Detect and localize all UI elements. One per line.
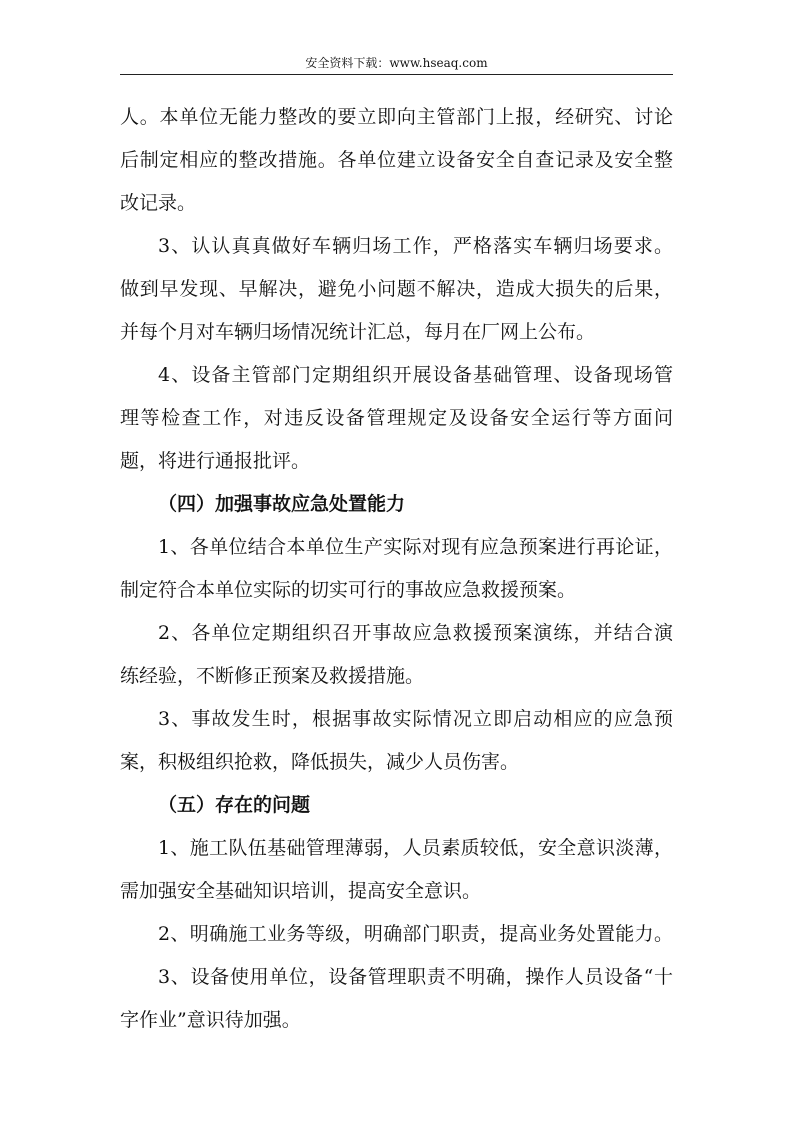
- text-line: 人。本单位无能力整改的要立即向主管部门上报，经研究、讨论: [120, 106, 673, 128]
- text-line: 1、施工队伍基础管理薄弱，人员素质较低，安全意识淡薄，: [158, 837, 673, 859]
- text-line: 做到早发现、早解决，避免小问题不解决，造成大损失的后果，: [120, 278, 673, 300]
- document-body: [120, 96, 673, 1042]
- text-line: 2、各单位定期组织召开事故应急救援预案演练，并结合演: [158, 622, 673, 644]
- text-line: 字作业”意识待加强。: [120, 1009, 301, 1031]
- text-line: 2、明确施工业务等级，明确部门职责，提高业务处置能力。: [158, 923, 673, 945]
- text-line: 需加强安全基础知识培训，提高安全意识。: [120, 880, 482, 902]
- section-heading: （四）加强事故应急处置能力: [158, 493, 406, 515]
- text-line: 1、各单位结合本单位生产实际对现有应急预案进行再论证，: [158, 536, 673, 558]
- text-line: 案，积极组织抢救，降低损失，减少人员伤害。: [120, 751, 520, 773]
- text-line: 改记录。: [120, 192, 197, 214]
- text-line: 制定符合本单位实际的切实可行的事故应急救援预案。: [120, 579, 577, 601]
- text-line: 3、设备使用单位，设备管理职责不明确，操作人员设备“十: [158, 966, 673, 988]
- text-line: 3、事故发生时，根据事故实际情况立即启动相应的应急预: [158, 708, 673, 730]
- page-header: [120, 56, 673, 75]
- text-line: 理等检查工作，对违反设备管理规定及设备安全运行等方面问: [120, 407, 673, 429]
- header-text: 安全资料下载：www.hseaq.com: [305, 56, 488, 70]
- text-line: 3、认认真真做好车辆归场工作，严格落实车辆归场要求。: [158, 235, 673, 257]
- text-line: 并每个月对车辆归场情况统计汇总，每月在厂网上公布。: [120, 321, 596, 343]
- text-line: 后制定相应的整改措施。各单位建立设备安全自查记录及安全整: [120, 149, 673, 171]
- section-heading: （五）存在的问题: [158, 794, 311, 816]
- text-line: 题，将进行通报批评。: [120, 450, 311, 472]
- text-line: 4、设备主管部门定期组织开展设备基础管理、设备现场管: [158, 364, 673, 386]
- text-line: 练经验，不断修正预案及救援措施。: [120, 665, 425, 687]
